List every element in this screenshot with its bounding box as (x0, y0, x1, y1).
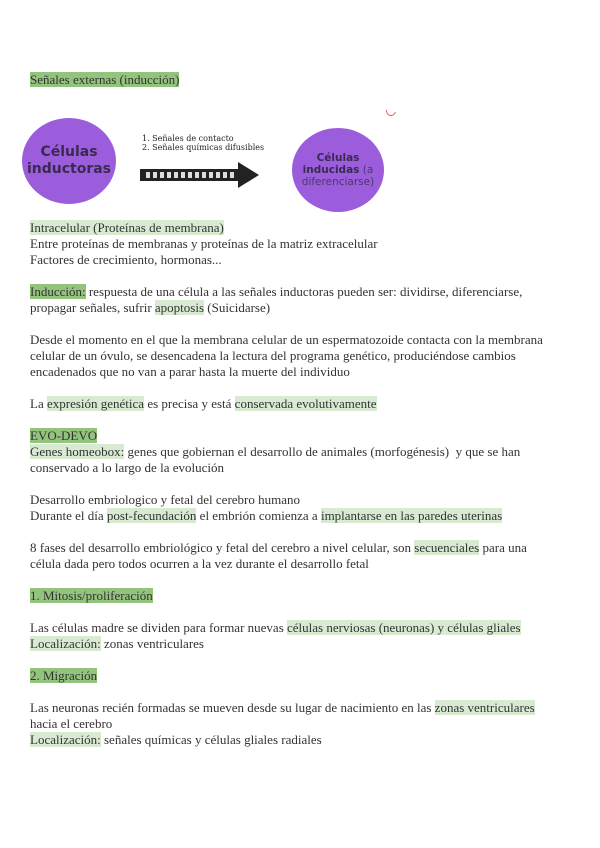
text-segment: encadenados que no van a parar hasta la muerte del individuo (30, 364, 350, 379)
highlighted-text: Localización: (30, 732, 101, 747)
circle-label: Células (40, 144, 98, 160)
text-segment: Desarrollo embriologico y fetal del cerebro humano (30, 492, 301, 507)
arrow-icon (138, 160, 262, 190)
text-segment: propagar señales, sufrir (30, 300, 155, 315)
document-body (30, 220, 575, 748)
text-line (30, 428, 575, 444)
text-segment: Las células madre se dividen para formar nuevas (30, 620, 288, 635)
text-line (30, 636, 575, 652)
text-line (30, 540, 575, 556)
highlighted-text: 2. Migración (30, 668, 98, 683)
text-line (30, 300, 575, 316)
signal-label-2: 2. Señales químicas difusibles (142, 143, 265, 152)
text-segment: Factores de crecimiento, hormonas... (30, 252, 222, 267)
blank-line (30, 268, 575, 284)
text-segment: zonas ventriculares (100, 636, 204, 651)
circle-label: diferenciarse) (301, 176, 375, 188)
blank-line (30, 316, 575, 332)
text-line (30, 332, 575, 348)
text-segment: célula dada pero todos ocurren a la vez durante el desarrollo fetal (30, 556, 369, 571)
text-segment: el embrión comienza a (196, 508, 321, 523)
highlighted-text: Inducción: (30, 284, 86, 299)
text-line (30, 620, 575, 636)
section-heading (30, 72, 179, 88)
inducing-cells-circle (22, 118, 116, 204)
highlighted-text: Intracelular (Proteínas de membrana) (30, 220, 224, 235)
text-line (30, 364, 575, 380)
text-segment: Desde el momento en el que la membrana celular de un espermatozoide contacta con la membrana (30, 332, 543, 347)
blank-line (30, 476, 575, 492)
highlighted-text: post-fecundación (106, 508, 197, 523)
text-line (30, 252, 575, 268)
highlighted-text: Genes homeobox: (30, 444, 125, 459)
highlighted-text: conservada evolutivamente (234, 396, 377, 411)
text-segment: señales químicas y células gliales radiales (100, 732, 322, 747)
highlighted-text: células nerviosas (neuronas) y células gliales (287, 620, 521, 635)
blank-line (30, 604, 575, 620)
highlighted-text: secuenciales (414, 540, 480, 555)
induced-cells-circle (292, 128, 384, 212)
circle-label: inductoras (26, 161, 112, 177)
text-segment: Entre proteínas de membranas y proteínas de la matriz extracelular (30, 236, 378, 251)
heading-text: Señales externas (inducción) (30, 72, 180, 87)
circle-label: Células (316, 152, 360, 164)
text-segment: genes que gobiernan el desarrollo de animales (morfogénesis) y que se han (124, 444, 521, 459)
highlighted-text: zonas ventriculares (434, 700, 535, 715)
blank-line (30, 524, 575, 540)
text-segment: es precisa y está (144, 396, 235, 411)
highlighted-text: implantarse en las paredes uterinas (320, 508, 503, 523)
text-line (30, 732, 575, 748)
text-segment: Durante el día (30, 508, 107, 523)
text-line (30, 396, 575, 412)
highlighted-text: EVO-DEVO (30, 428, 98, 443)
highlighted-text: Localización: (30, 636, 101, 651)
text-segment: La (30, 396, 47, 411)
text-line (30, 556, 575, 572)
text-line (30, 460, 575, 476)
text-line (30, 220, 575, 236)
text-line (30, 716, 575, 732)
text-segment: hacia el cerebro (30, 716, 113, 731)
highlighted-text: apoptosis (154, 300, 205, 315)
blank-line (30, 572, 575, 588)
text-line (30, 700, 575, 716)
text-line (30, 668, 575, 684)
text-segment: para una (479, 540, 527, 555)
highlighted-text: 1. Mitosis/proliferación (30, 588, 153, 603)
highlighted-text: expresión genética (46, 396, 145, 411)
text-line (30, 588, 575, 604)
blank-line (30, 652, 575, 668)
text-line (30, 492, 575, 508)
text-segment: Las neuronas recién formadas se mueven desde su lugar de nacimiento en las (30, 700, 435, 715)
text-line (30, 236, 575, 252)
text-segment: 8 fases del desarrollo embriológico y fetal del cerebro a nivel celular, son (30, 540, 415, 555)
blank-line (30, 412, 575, 428)
blank-line (30, 380, 575, 396)
text-segment: celular de un óvulo, se desencadena la lectura del programa genético, produciéndose cambios (30, 348, 516, 363)
text-segment: respuesta de una célula a las señales inductoras pueden ser: dividirse, diferenciarse, (85, 284, 523, 299)
text-segment: conservado a lo largo de la evolución (30, 460, 224, 475)
annotation-mark-icon (384, 104, 398, 118)
blank-line (30, 684, 575, 700)
circle-label: inducidas (302, 164, 360, 176)
text-line (30, 348, 575, 364)
text-line (30, 444, 575, 460)
text-line (30, 508, 575, 524)
circle-label: (a (359, 164, 374, 176)
text-line (30, 284, 575, 300)
signal-label-1: 1. Señales de contacto (142, 134, 234, 143)
text-segment: (Suicidarse) (204, 300, 271, 315)
